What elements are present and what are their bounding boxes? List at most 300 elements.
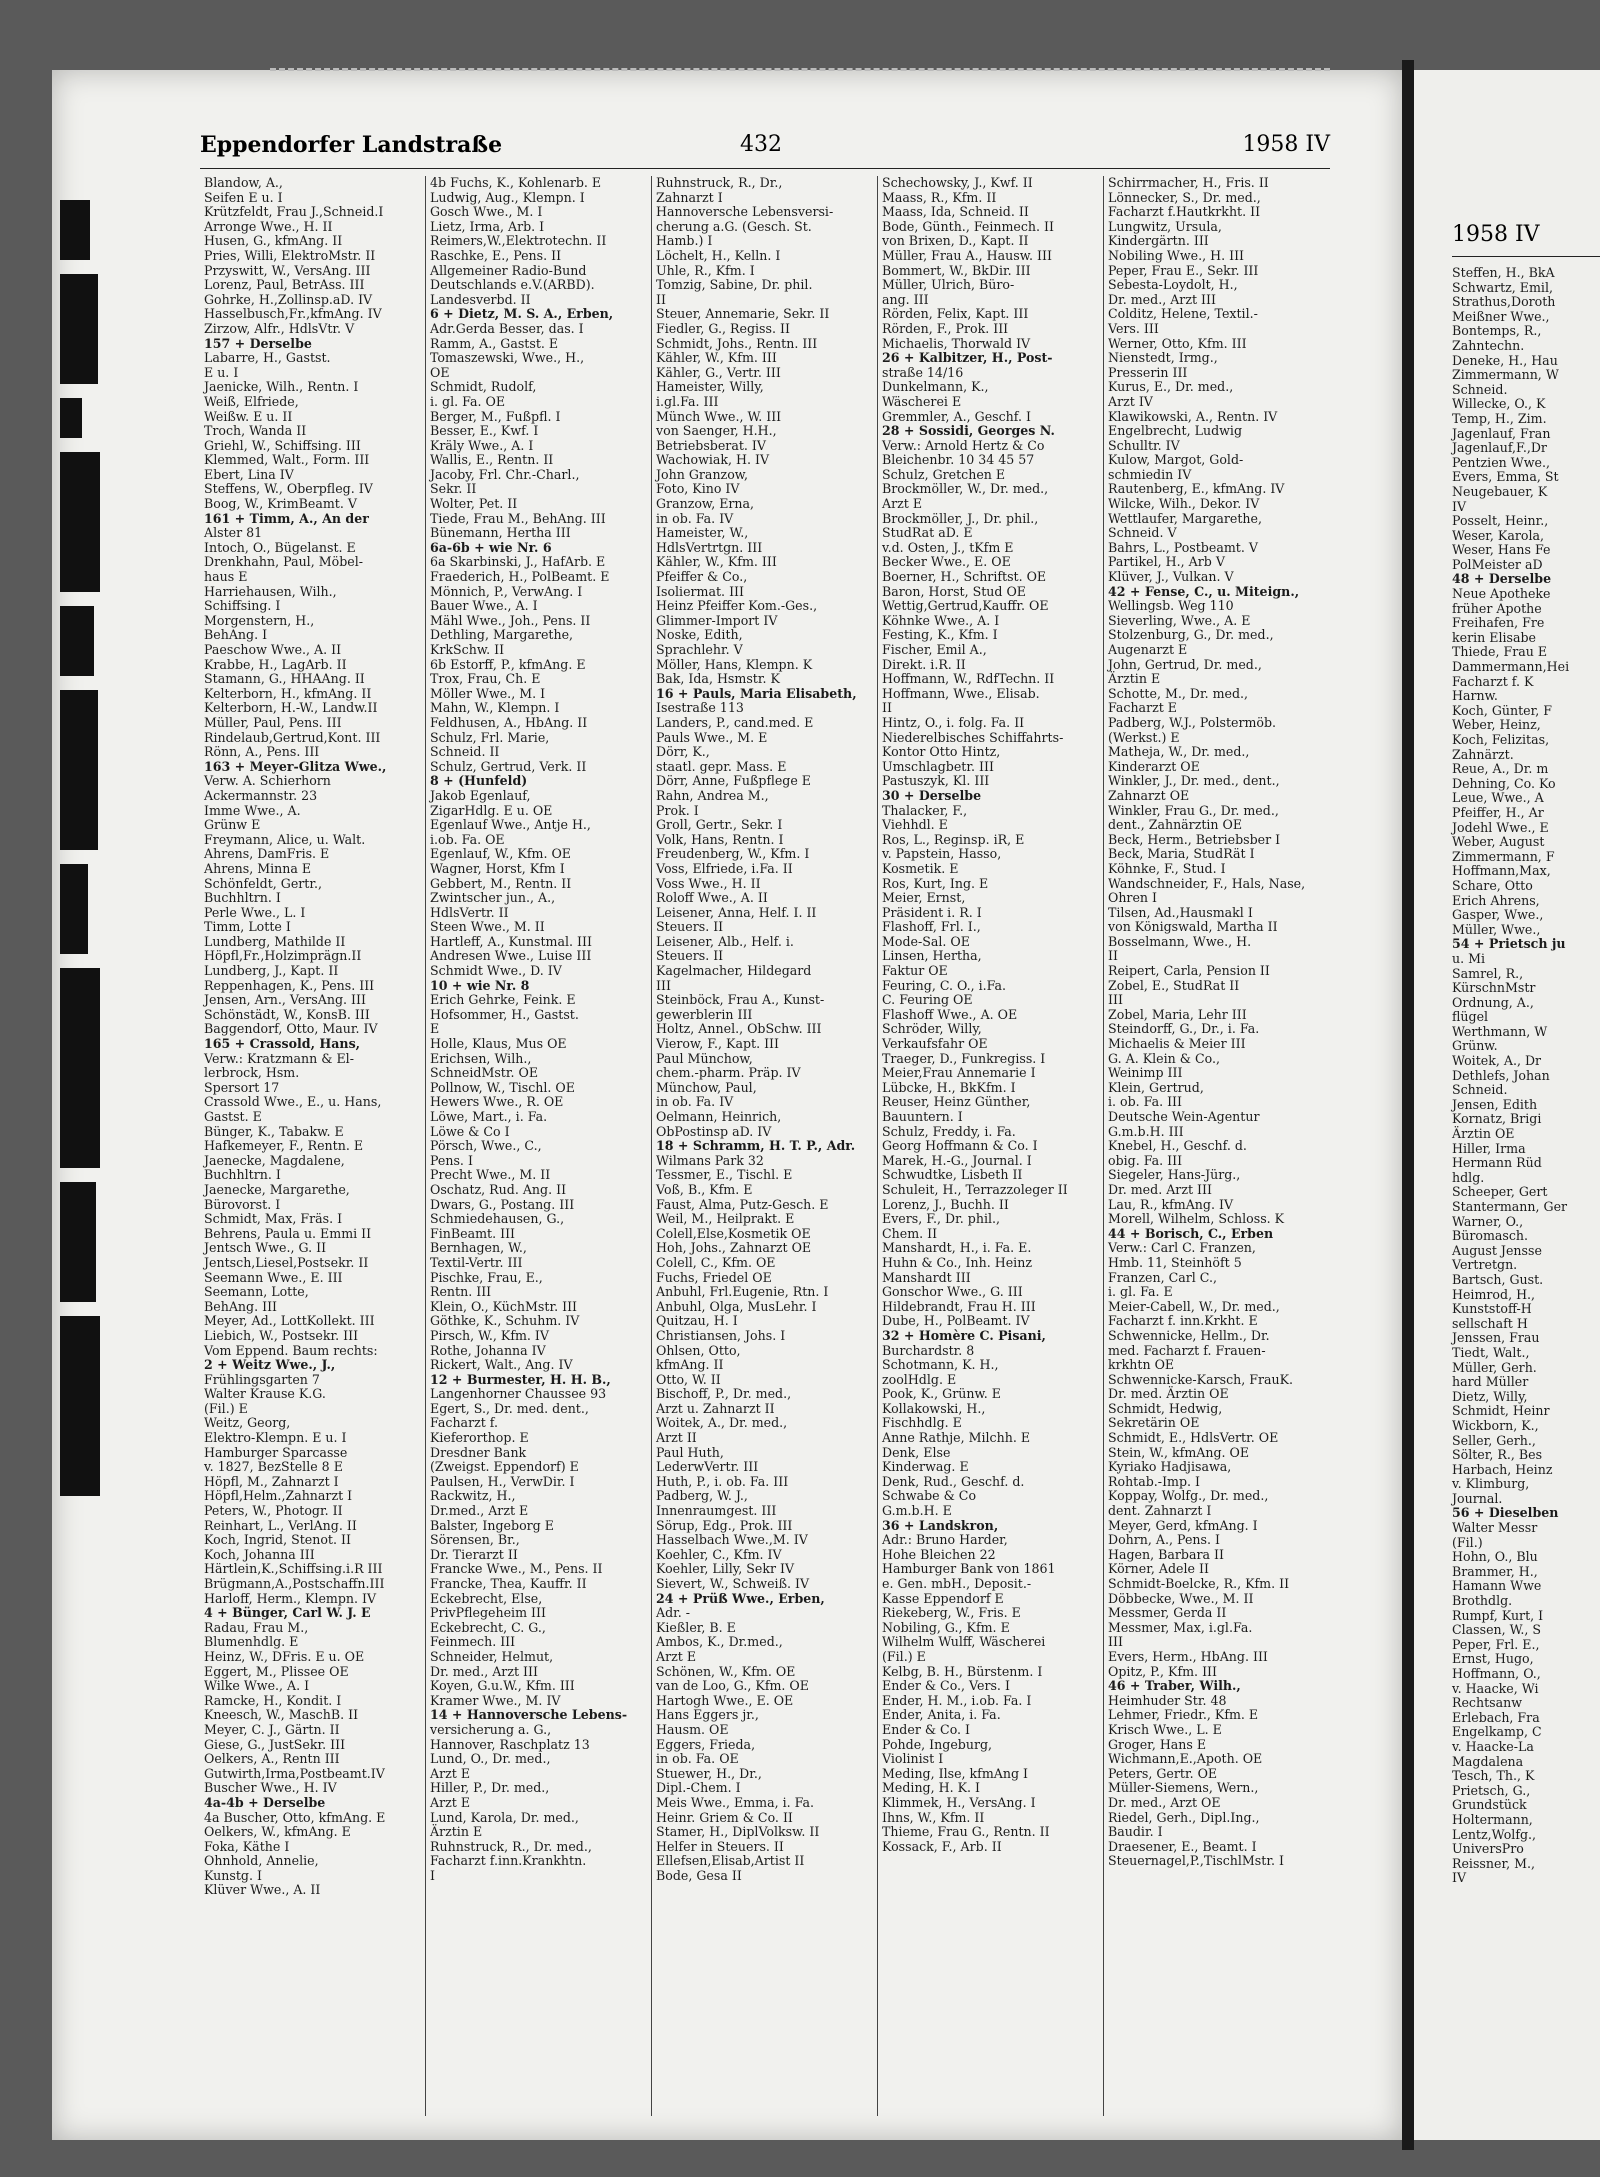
- directory-entry: Werner, Otto, Kfm. III: [1108, 335, 1247, 351]
- directory-entry: Steuers. II: [656, 948, 724, 964]
- directory-entry: Lorenz, Paul, BetrAss. III: [204, 277, 365, 293]
- directory-entry: 36 + Landskron,: [882, 1517, 999, 1533]
- directory-entry: Weil, M., Heilprakt. E: [656, 1211, 795, 1227]
- directory-entry: Sievert, W., Schweiß. IV: [656, 1576, 810, 1591]
- directory-entry: Ahrens, DamFris. E: [204, 846, 330, 862]
- directory-entry: lerbrock, Hsm.: [204, 1065, 300, 1081]
- directory-entry: 16 + Pauls, Maria Elisabeth,: [656, 685, 857, 701]
- directory-entry: Beck, Maria, StudRät I: [1108, 846, 1255, 862]
- directory-entry: Wettig,Gertrud,Kauffr. OE: [882, 598, 1049, 614]
- directory-entry: Facharzt f. inn.Krkht. E: [1108, 1313, 1258, 1329]
- directory-entry: FinBeamt. III: [430, 1225, 516, 1241]
- directory-entry: Schneid. II: [430, 744, 500, 760]
- directory-entry: 32 + Homère C. Pisani,: [882, 1327, 1046, 1343]
- directory-entry: Sebesta-Loydolt, H.,: [1108, 277, 1238, 293]
- directory-entry: Wellingsb. Weg 110: [1108, 598, 1234, 614]
- directory-entry: Arzt II: [656, 1430, 697, 1446]
- directory-entry: Ros, Kurt, Ing. E: [882, 875, 989, 891]
- directory-entry: Hoffmann, Wwe., Elisab.: [882, 685, 1040, 701]
- directory-entry: Dresdner Bank: [430, 1444, 527, 1460]
- directory-entry: Marek, H.-G., Journal. I: [882, 1152, 1032, 1168]
- directory-entry: Baudir. I: [1108, 1824, 1163, 1840]
- directory-entry: Precht Wwe., M. II: [430, 1167, 551, 1183]
- directory-entry: Meier, Ernst,: [882, 890, 966, 906]
- directory-entry: Heimhuder Str. 48: [1108, 1692, 1227, 1708]
- directory-entry: Sprachlehr. V: [656, 642, 743, 657]
- facing-entry: KürschnMstr: [1452, 980, 1536, 996]
- directory-entry: Adr.Gerda Besser, das. I: [430, 320, 584, 336]
- directory-entry: Draesener, E., Beamt. I: [1108, 1838, 1257, 1854]
- directory-entry: Schwennicke, Hellm., Dr.: [1108, 1327, 1270, 1343]
- directory-entry: Linsen, Hertha,: [882, 948, 982, 964]
- directory-entry: 4 + Bünger, Carl W. J. E: [204, 1605, 371, 1621]
- directory-entry: Arzt E: [882, 496, 923, 512]
- directory-entry: Kagelmacher, Hildegard: [656, 963, 812, 979]
- directory-entry: 4a Buscher, Otto, kfmAng. E: [204, 1809, 386, 1825]
- directory-entry: Granzow, Erna,: [656, 496, 755, 512]
- directory-entry: Weiß, Elfriede,: [204, 393, 299, 409]
- facing-entry: IV: [1452, 1870, 1467, 1886]
- directory-entry: Leisener, Anna, Helf. I. II: [656, 904, 817, 920]
- directory-entry: III: [1108, 992, 1123, 1008]
- directory-entry: Stolzenburg, G., Dr. med.,: [1108, 627, 1274, 643]
- directory-entry: van de Loo, G., Kfm. OE: [656, 1678, 809, 1694]
- directory-entry: Bode, Gesa II: [656, 1867, 742, 1883]
- directory-entry: Bauuntern. I: [882, 1109, 963, 1124]
- directory-entry: Verw.: Arnold Hertz & Co: [882, 437, 1045, 453]
- directory-entry: G. A. Klein & Co.,: [1108, 1050, 1220, 1066]
- directory-entry: Messmer, Gerda II: [1108, 1605, 1227, 1621]
- directory-entry: Dunkelmann, K.,: [882, 379, 989, 395]
- directory-entry: Hildebrandt, Frau H. III: [882, 1298, 1036, 1314]
- directory-entry: von Saenger, H.H.,: [656, 423, 777, 439]
- directory-entry: Uhle, R., Kfm. I: [656, 262, 755, 278]
- directory-entry: Lund, O., Dr. med.,: [430, 1751, 551, 1767]
- directory-entry: II: [882, 700, 892, 716]
- directory-entry: Schirrmacher, H., Fris. II: [1108, 176, 1269, 190]
- directory-entry: Hartleff, A., Kunstmal. III: [430, 933, 592, 949]
- directory-entry: Seemann, Lotte,: [204, 1284, 309, 1300]
- directory-entry: Schmidt, Rudolf,: [430, 379, 537, 395]
- directory-entry: Tomzig, Sabine, Dr. phil.: [656, 277, 813, 293]
- facing-entry: Bartsch, Gust.: [1452, 1271, 1544, 1287]
- facing-entry: Jodehl Wwe., E: [1452, 819, 1549, 835]
- directory-entry: Arzt E: [430, 1765, 471, 1781]
- directory-entry: Rentn. III: [430, 1284, 492, 1300]
- facing-entry: Hamann Wwe: [1452, 1578, 1542, 1594]
- directory-entry: Quitzau, H. I: [656, 1313, 738, 1329]
- directory-entry: Ramcke, H., Kondit. I: [204, 1692, 342, 1708]
- directory-entry: 46 + Traber, Wilh.,: [1108, 1678, 1241, 1694]
- directory-entry: Ender, H. M., i.ob. Fa. I: [882, 1692, 1032, 1708]
- facing-entry: Vertretgn.: [1452, 1257, 1518, 1273]
- facing-entry: Zahntechn.: [1452, 337, 1525, 353]
- facing-entry: Pentzien Wwe.,: [1452, 454, 1550, 470]
- directory-entry: Alster 81: [204, 525, 263, 541]
- directory-entry: Tessmer, E., Tischl. E: [656, 1167, 793, 1183]
- directory-entry: Vers. III: [1108, 320, 1159, 336]
- directory-entry: Löchelt, H., Kelln. I: [656, 247, 781, 263]
- directory-entry: Egert, S., Dr. med. dent.,: [430, 1400, 589, 1416]
- directory-entry: Oelkers, A., Rentn III: [204, 1751, 340, 1767]
- facing-entry: Schneid.: [1452, 381, 1508, 397]
- directory-columns: [200, 176, 1330, 2116]
- directory-entry: Münchow, Paul,: [656, 1079, 757, 1095]
- directory-entry: Georg Hoffmann & Co. I: [882, 1138, 1038, 1154]
- directory-entry: Ahrens, Minna E: [204, 860, 312, 876]
- directory-entry: Riekeberg, W., Fris. E: [882, 1605, 1021, 1621]
- column-5: [1104, 176, 1330, 2116]
- directory-entry: Kießler, B. E: [656, 1619, 736, 1635]
- facing-entry: Jensen, Edith: [1452, 1096, 1538, 1112]
- directory-entry: Textil-Vertr. III: [430, 1254, 523, 1270]
- directory-entry: KrkSchw. II: [430, 642, 505, 657]
- directory-entry: Radau, Frau M.,: [204, 1619, 309, 1635]
- directory-entry: (Fil.) E: [882, 1648, 926, 1664]
- directory-entry: straße 14/16: [882, 364, 964, 380]
- directory-entry: Feldhusen, A., HbAng. II: [430, 714, 588, 730]
- directory-entry: Jaenecke, Margarethe,: [204, 1181, 350, 1197]
- directory-entry: Lönnecker, S., Dr. med.,: [1108, 189, 1261, 205]
- directory-entry: Weißw. E u. II: [204, 408, 293, 424]
- directory-entry: Niederelbisches Schiffahrts-: [882, 729, 1064, 745]
- facing-entry: UniversPro: [1452, 1841, 1524, 1857]
- directory-entry: Schönfeldt, Gertr.,: [204, 875, 322, 891]
- directory-entry: Beck, Herm., Betriebsber I: [1108, 831, 1281, 847]
- directory-entry: Festing, K., Kfm. I: [882, 627, 998, 643]
- directory-entry: Dwars, G., Postang. III: [430, 1196, 575, 1212]
- directory-entry: Evers, F., Dr. phil.,: [882, 1211, 1001, 1227]
- directory-entry: Bünemann, Hertha III: [430, 525, 571, 541]
- directory-entry: Woitek, A., Dr. med.,: [656, 1415, 788, 1431]
- directory-entry: 18 + Schramm, H. T. P., Adr.: [656, 1138, 856, 1154]
- directory-entry: Grünw E: [204, 817, 261, 833]
- facing-entry: Reissner, M.,: [1452, 1855, 1535, 1871]
- directory-entry: Flashoff Wwe., A. OE: [882, 1006, 1018, 1022]
- directory-entry: Buchhltrn. I: [204, 1167, 281, 1183]
- directory-entry: Gremmler, A., Geschf. I: [882, 408, 1031, 424]
- directory-entry: Rörden, Felix, Kapt. III: [882, 306, 1029, 322]
- directory-entry: Boog, W., KrimBeamt. V: [204, 496, 357, 512]
- directory-entry: Wilcke, Wilh., Dekor. IV: [1108, 496, 1260, 512]
- directory-entry: Padberg, W.J., Polstermöb.: [1108, 714, 1277, 730]
- facing-entry: Woitek, A., Dr: [1452, 1053, 1542, 1069]
- directory-entry: v.d. Osten, J., tKfm E: [882, 539, 1014, 555]
- directory-entry: Stamer, H., DiplVolksw. II: [656, 1824, 820, 1840]
- facing-page-header: 1958 IV: [1452, 222, 1540, 247]
- directory-entry: ObPostinsp aD. IV: [656, 1123, 772, 1139]
- directory-entry: Ohnhold, Annelie,: [204, 1853, 319, 1869]
- directory-entry: Bürovorst. I: [204, 1196, 281, 1212]
- facing-entry: Jagenlauf,F.,Dr: [1452, 440, 1547, 456]
- directory-entry: Jaenecke, Magdalene,: [204, 1152, 345, 1168]
- directory-entry: Huhn & Co., Inh. Heinz: [882, 1254, 1032, 1270]
- directory-entry: Brockmöller, W., Dr. med.,: [882, 481, 1049, 497]
- directory-entry: Gastst. E: [204, 1109, 262, 1124]
- facing-entry: Zahnärzt.: [1452, 746, 1514, 762]
- directory-entry: Deutschlands e.V.(ARBD).: [430, 277, 595, 293]
- facing-entry: Erich Ahrens,: [1452, 892, 1540, 908]
- directory-entry: Perle Wwe., L. I: [204, 904, 306, 920]
- directory-entry: Ender & Co., Vers. I: [882, 1678, 1010, 1694]
- directory-entry: in ob. Fa. IV: [656, 1094, 734, 1110]
- directory-entry: Köhnke Wwe., A. I: [882, 612, 1000, 628]
- directory-entry: Erich Gehrke, Feink. E: [430, 992, 576, 1008]
- facing-entry: Hoffmann,Max,: [1452, 863, 1551, 879]
- column-3: [652, 176, 878, 2116]
- directory-entry: Reipert, Carla, Pension II: [1108, 963, 1270, 979]
- directory-entry: Schönstädt, W., KonsB. III: [204, 1006, 370, 1022]
- directory-entry: II: [1108, 948, 1118, 964]
- directory-entry: Glimmer-Import IV: [656, 612, 778, 628]
- directory-entry: Traeger, D., Funkregiss. I: [882, 1050, 1046, 1066]
- directory-entry: Klein, Gertrud,: [1108, 1079, 1204, 1095]
- directory-entry: Manshardt III: [882, 1269, 971, 1285]
- directory-entry: Kollakowski, H.,: [882, 1400, 986, 1416]
- facing-entry: Samrel, R.,: [1452, 965, 1524, 981]
- directory-entry: Dörr, Anne, Fußpflege E: [656, 773, 812, 789]
- facing-entry: Journal.: [1452, 1490, 1503, 1506]
- directory-entry: Rackwitz, H.,: [430, 1488, 516, 1504]
- directory-entry: Hamburger Bank von 1861: [882, 1561, 1056, 1577]
- facing-entry: Grünw.: [1452, 1038, 1498, 1054]
- directory-entry: ang. III: [882, 291, 929, 307]
- directory-entry: Foka, Käthe I: [204, 1838, 290, 1854]
- directory-entry: Härtlein,K.,Schiffsing.i.R III: [204, 1561, 383, 1577]
- facing-entry: Peper, Frl. E.,: [1452, 1636, 1540, 1652]
- directory-entry: Langenhorner Chaussee 93: [430, 1386, 607, 1402]
- directory-entry: Imme Wwe., A.: [204, 802, 301, 818]
- directory-entry: Schulz, Gretchen E: [882, 466, 1006, 482]
- directory-entry: Becker Wwe., E. OE: [882, 554, 1011, 570]
- facing-entry: Weser, Hans Fe: [1452, 542, 1551, 558]
- directory-entry: 26 + Kalbitzer, H., Post-: [882, 350, 1053, 366]
- directory-entry: Oschatz, Rud. Ang. II: [430, 1181, 567, 1197]
- directory-entry: Denk, Else: [882, 1444, 951, 1460]
- facing-entry: Brammer, H.,: [1452, 1563, 1538, 1579]
- directory-entry: Schmidt, Max, Fräs. I: [204, 1211, 343, 1227]
- directory-entry: Göthke, K., Schuhm. IV: [430, 1313, 580, 1329]
- directory-entry: Steinböck, Frau A., Kunst-: [656, 992, 825, 1008]
- directory-entry: 6a-6b + wie Nr. 6: [430, 539, 552, 555]
- facing-entry: Bontemps, R.,: [1452, 323, 1542, 339]
- facing-page-column: [1452, 266, 1600, 1886]
- directory-entry: Dube, H., PolBeamt. IV: [882, 1313, 1030, 1329]
- directory-entry: Holle, Klaus, Mus OE: [430, 1036, 567, 1052]
- facing-entry: Classen, W., S: [1452, 1622, 1542, 1638]
- directory-entry: Wilhelm Wulff, Wäscherei: [882, 1634, 1046, 1650]
- directory-entry: I: [430, 1867, 435, 1883]
- directory-entry: Anbuhl, Olga, MusLehr. I: [656, 1298, 817, 1314]
- facing-entry: Büromasch.: [1452, 1228, 1529, 1244]
- directory-entry: Wichmann,E.,Apoth. OE: [1108, 1751, 1263, 1767]
- directory-entry: schmiedin IV: [1108, 466, 1192, 482]
- facing-entry: (Fil.): [1452, 1534, 1483, 1550]
- directory-entry: Groger, Hans E: [1108, 1736, 1207, 1752]
- directory-entry: Rindelaub,Gertrud,Kont. III: [204, 729, 381, 745]
- directory-entry: Facharzt f.Hautkrkht. II: [1108, 204, 1261, 220]
- directory-entry: Bak, Ida, Hsmstr. K: [656, 671, 780, 687]
- facing-entry: Tesch, Th., K: [1452, 1768, 1535, 1784]
- directory-entry: Egenlauf Wwe., Antje H.,: [430, 817, 591, 833]
- facing-entry: Scheeper, Gert: [1452, 1184, 1548, 1200]
- facing-entry: Facharzt f. K: [1452, 673, 1534, 689]
- directory-entry: Rohtab.-Imp. I: [1108, 1473, 1201, 1489]
- directory-entry: Hoh, Johs., Zahnarzt OE: [656, 1240, 812, 1256]
- directory-entry: Freudenberg, W., Kfm. I: [656, 846, 810, 862]
- directory-entry: Wilke Wwe., A. I: [204, 1678, 310, 1694]
- directory-entry: gewerblerin III: [656, 1006, 753, 1022]
- directory-entry: Kossack, F., Arb. II: [882, 1838, 1002, 1854]
- facing-entry: Rumpf, Kurt, I: [1452, 1607, 1544, 1623]
- directory-entry: Manshardt, H., i. Fa. E.: [882, 1240, 1032, 1256]
- directory-entry: Müller-Siemens, Wern.,: [1108, 1780, 1259, 1796]
- facing-entry: Sölter, R., Bes: [1452, 1447, 1543, 1463]
- directory-entry: Kieferorthop. E: [430, 1430, 529, 1446]
- directory-entry: 10 + wie Nr. 8: [430, 977, 530, 993]
- directory-entry: Schneider, Helmut,: [430, 1648, 554, 1664]
- directory-entry: Klawikowski, A., Rentn. IV: [1108, 408, 1278, 424]
- directory-entry: Sörensen, Br.,: [430, 1532, 520, 1548]
- directory-entry: Bünger, K., Tabakw. E: [204, 1123, 344, 1139]
- directory-entry: Wilmans Park 32: [656, 1152, 764, 1168]
- directory-entry: Arronge Wwe., H. II: [204, 218, 333, 234]
- directory-entry: Freymann, Alice, u. Walt.: [204, 831, 366, 847]
- facing-entry: August Jensse: [1452, 1242, 1542, 1258]
- directory-entry: Kähler, W., Kfm. III: [656, 350, 777, 366]
- directory-entry: Facharzt f.inn.Krankhtn.: [430, 1853, 587, 1869]
- directory-entry: i. gl. Fa. OE: [430, 393, 506, 409]
- facing-entry: 48 + Derselbe: [1452, 571, 1552, 587]
- directory-entry: Steindorff, G., Dr., i. Fa.: [1108, 1021, 1260, 1037]
- directory-entry: Eggers, Frieda,: [656, 1736, 756, 1752]
- directory-entry: Pfeiffer & Co.,: [656, 569, 748, 585]
- directory-entry: Meding, H. K. I: [882, 1780, 980, 1796]
- directory-entry: Kyriako Hadjisawa,: [1108, 1459, 1232, 1475]
- directory-entry: Verkaufsfahr OE: [882, 1036, 988, 1052]
- directory-entry: Oelmann, Heinrich,: [656, 1109, 782, 1124]
- directory-entry: Evers, Herm., HbAng. III: [1108, 1648, 1268, 1664]
- directory-entry: Ludwig, Aug., Klempn. I: [430, 189, 585, 205]
- facing-entry: Reue, A., Dr. m: [1452, 761, 1549, 777]
- directory-entry: Reppenhagen, K., Pens. III: [204, 977, 375, 993]
- directory-entry: Kurus, E., Dr. med.,: [1108, 379, 1234, 395]
- directory-entry: Rautenberg, E., kfmAng. IV: [1108, 481, 1285, 497]
- directory-entry: Dethling, Margarethe,: [430, 627, 574, 643]
- directory-entry: Kräly Wwe., A. I: [430, 437, 534, 453]
- directory-entry: Crassold Wwe., E., u. Hans,: [204, 1094, 382, 1110]
- directory-entry: Kasse Eppendorf E: [882, 1590, 1004, 1606]
- facing-entry: Hiller, Irma: [1452, 1140, 1526, 1156]
- directory-entry: 163 + Meyer-Glitza Wwe.,: [204, 758, 387, 774]
- directory-entry: Kelbg, B. H., Bürstenm. I: [882, 1663, 1043, 1679]
- directory-entry: Fischhdlg. E: [882, 1415, 962, 1431]
- directory-entry: Maass, Ida, Schneid. II: [882, 204, 1029, 220]
- directory-entry: Colell, C., Kfm. OE: [656, 1254, 776, 1270]
- directory-entry: dent., Zahnärztin OE: [1108, 817, 1243, 833]
- directory-entry: Möller, Hans, Klempn. K: [656, 656, 813, 672]
- directory-entry: Lundberg, Mathilde II: [204, 933, 346, 949]
- directory-entry: Michaelis, Thorwald IV: [882, 335, 1031, 351]
- facing-entry: sellschaft H: [1452, 1315, 1528, 1331]
- directory-entry: dent. Zahnarzt I: [1108, 1503, 1212, 1519]
- directory-entry: Möller Wwe., M. I: [430, 685, 546, 701]
- directory-entry: Hartogh Wwe., E. OE: [656, 1692, 794, 1708]
- directory-entry: Koch, Ingrid, Stenot. II: [204, 1532, 351, 1548]
- facing-entry: Gasper, Wwe.,: [1452, 907, 1544, 923]
- directory-entry: Schechowsky, J., Kwf. II: [882, 176, 1033, 190]
- directory-entry: Hmb. 11, Steinhöft 5: [1108, 1254, 1242, 1270]
- directory-entry: Ohlsen, Otto,: [656, 1342, 741, 1358]
- directory-entry: (Fil.) E: [204, 1400, 248, 1416]
- directory-entry: Zahnarzt I: [656, 189, 723, 205]
- directory-entry: Wettlaufer, Margarethe,: [1108, 510, 1262, 526]
- directory-entry: Fiedler, G., Regiss. II: [656, 320, 790, 336]
- facing-entry: Schare, Otto: [1452, 877, 1533, 893]
- directory-entry: Schmidt, Johs., Rentn. III: [656, 335, 818, 351]
- directory-entry: med. Facharzt f. Frauen-: [1108, 1342, 1266, 1358]
- directory-entry: Elektro-Klempn. E u. I: [204, 1430, 347, 1446]
- directory-entry: SchneidMstr. OE: [430, 1065, 539, 1081]
- directory-entry: Schotte, M., Dr. med.,: [1108, 685, 1249, 701]
- directory-entry: Zahnarzt OE: [1108, 787, 1190, 803]
- facing-entry: Hermann Rüd: [1452, 1155, 1542, 1171]
- directory-entry: Knebel, H., Geschf. d.: [1108, 1138, 1247, 1154]
- directory-entry: Hoffmann, W., RdfTechn. II: [882, 671, 1055, 687]
- directory-entry: Kneesch, W., MaschB. II: [204, 1707, 359, 1723]
- directory-entry: haus E: [204, 569, 248, 585]
- column-1: [200, 176, 426, 2116]
- directory-entry: krkhtn OE: [1108, 1357, 1175, 1373]
- directory-entry: Spersort 17: [204, 1079, 280, 1095]
- directory-entry: Intoch, O., Bügelanst. E: [204, 539, 356, 555]
- directory-entry: Franzen, Carl C.,: [1108, 1269, 1217, 1285]
- directory-entry: Kontor Otto Hintz,: [882, 744, 1001, 760]
- directory-entry: Tiede, Frau M., BehAng. III: [430, 510, 606, 526]
- directory-entry: Brügmann,A.,Postschaffn.III: [204, 1576, 385, 1591]
- directory-entry: Arzt E: [430, 1794, 471, 1810]
- directory-entry: Behrens, Paula u. Emmi II: [204, 1225, 372, 1241]
- directory-entry: Facharzt E: [1108, 700, 1177, 716]
- directory-entry: Steuers. II: [656, 919, 724, 935]
- facing-entry: Hohn, O., Blu: [1452, 1549, 1538, 1565]
- directory-entry: G.m.b.H. III: [1108, 1123, 1184, 1139]
- directory-entry: Gohrke, H.,Zollinsp.aD. IV: [204, 291, 373, 307]
- directory-entry: Sörup, Edg., Prok. III: [656, 1517, 793, 1533]
- directory-entry: Brockmöller, J., Dr. phil.,: [882, 510, 1039, 526]
- directory-entry: Schulz, Freddy, i. Fa.: [882, 1123, 1016, 1139]
- directory-entry: Löwe & Co I: [430, 1123, 510, 1139]
- directory-entry: Tilsen, Ad.,Hausmakl I: [1108, 904, 1253, 920]
- directory-entry: Meis Wwe., Emma, i. Fa.: [656, 1794, 815, 1810]
- directory-entry: Pischke, Frau, E.,: [430, 1269, 543, 1285]
- directory-entry: Stamann, G., HHAAng. II: [204, 671, 365, 687]
- directory-entry: Landesverbd. II: [430, 291, 531, 307]
- directory-entry: Krützfeldt, Frau J.,Schneid.I: [204, 204, 384, 220]
- directory-entry: Körner, Adele II: [1108, 1561, 1209, 1577]
- directory-entry: Sekr. II: [430, 481, 477, 497]
- directory-entry: Wagner, Horst, Kfm I: [430, 860, 565, 876]
- facing-entry: v. Haacke, Wi: [1452, 1680, 1539, 1696]
- directory-entry: Wandschneider, F., Hals, Nase,: [1108, 875, 1306, 891]
- facing-entry: Schneid.: [1452, 1082, 1508, 1098]
- directory-entry: Blandow, A.,: [204, 176, 283, 190]
- directory-entry: Rickert, Walt., Ang. IV: [430, 1357, 573, 1373]
- directory-entry: Wolter, Pet. II: [430, 496, 518, 512]
- facing-entry: Prietsch, G.,: [1452, 1782, 1531, 1798]
- directory-entry: Timm, Lotte I: [204, 919, 291, 935]
- facing-entry: 54 + Prietsch ju: [1452, 936, 1566, 952]
